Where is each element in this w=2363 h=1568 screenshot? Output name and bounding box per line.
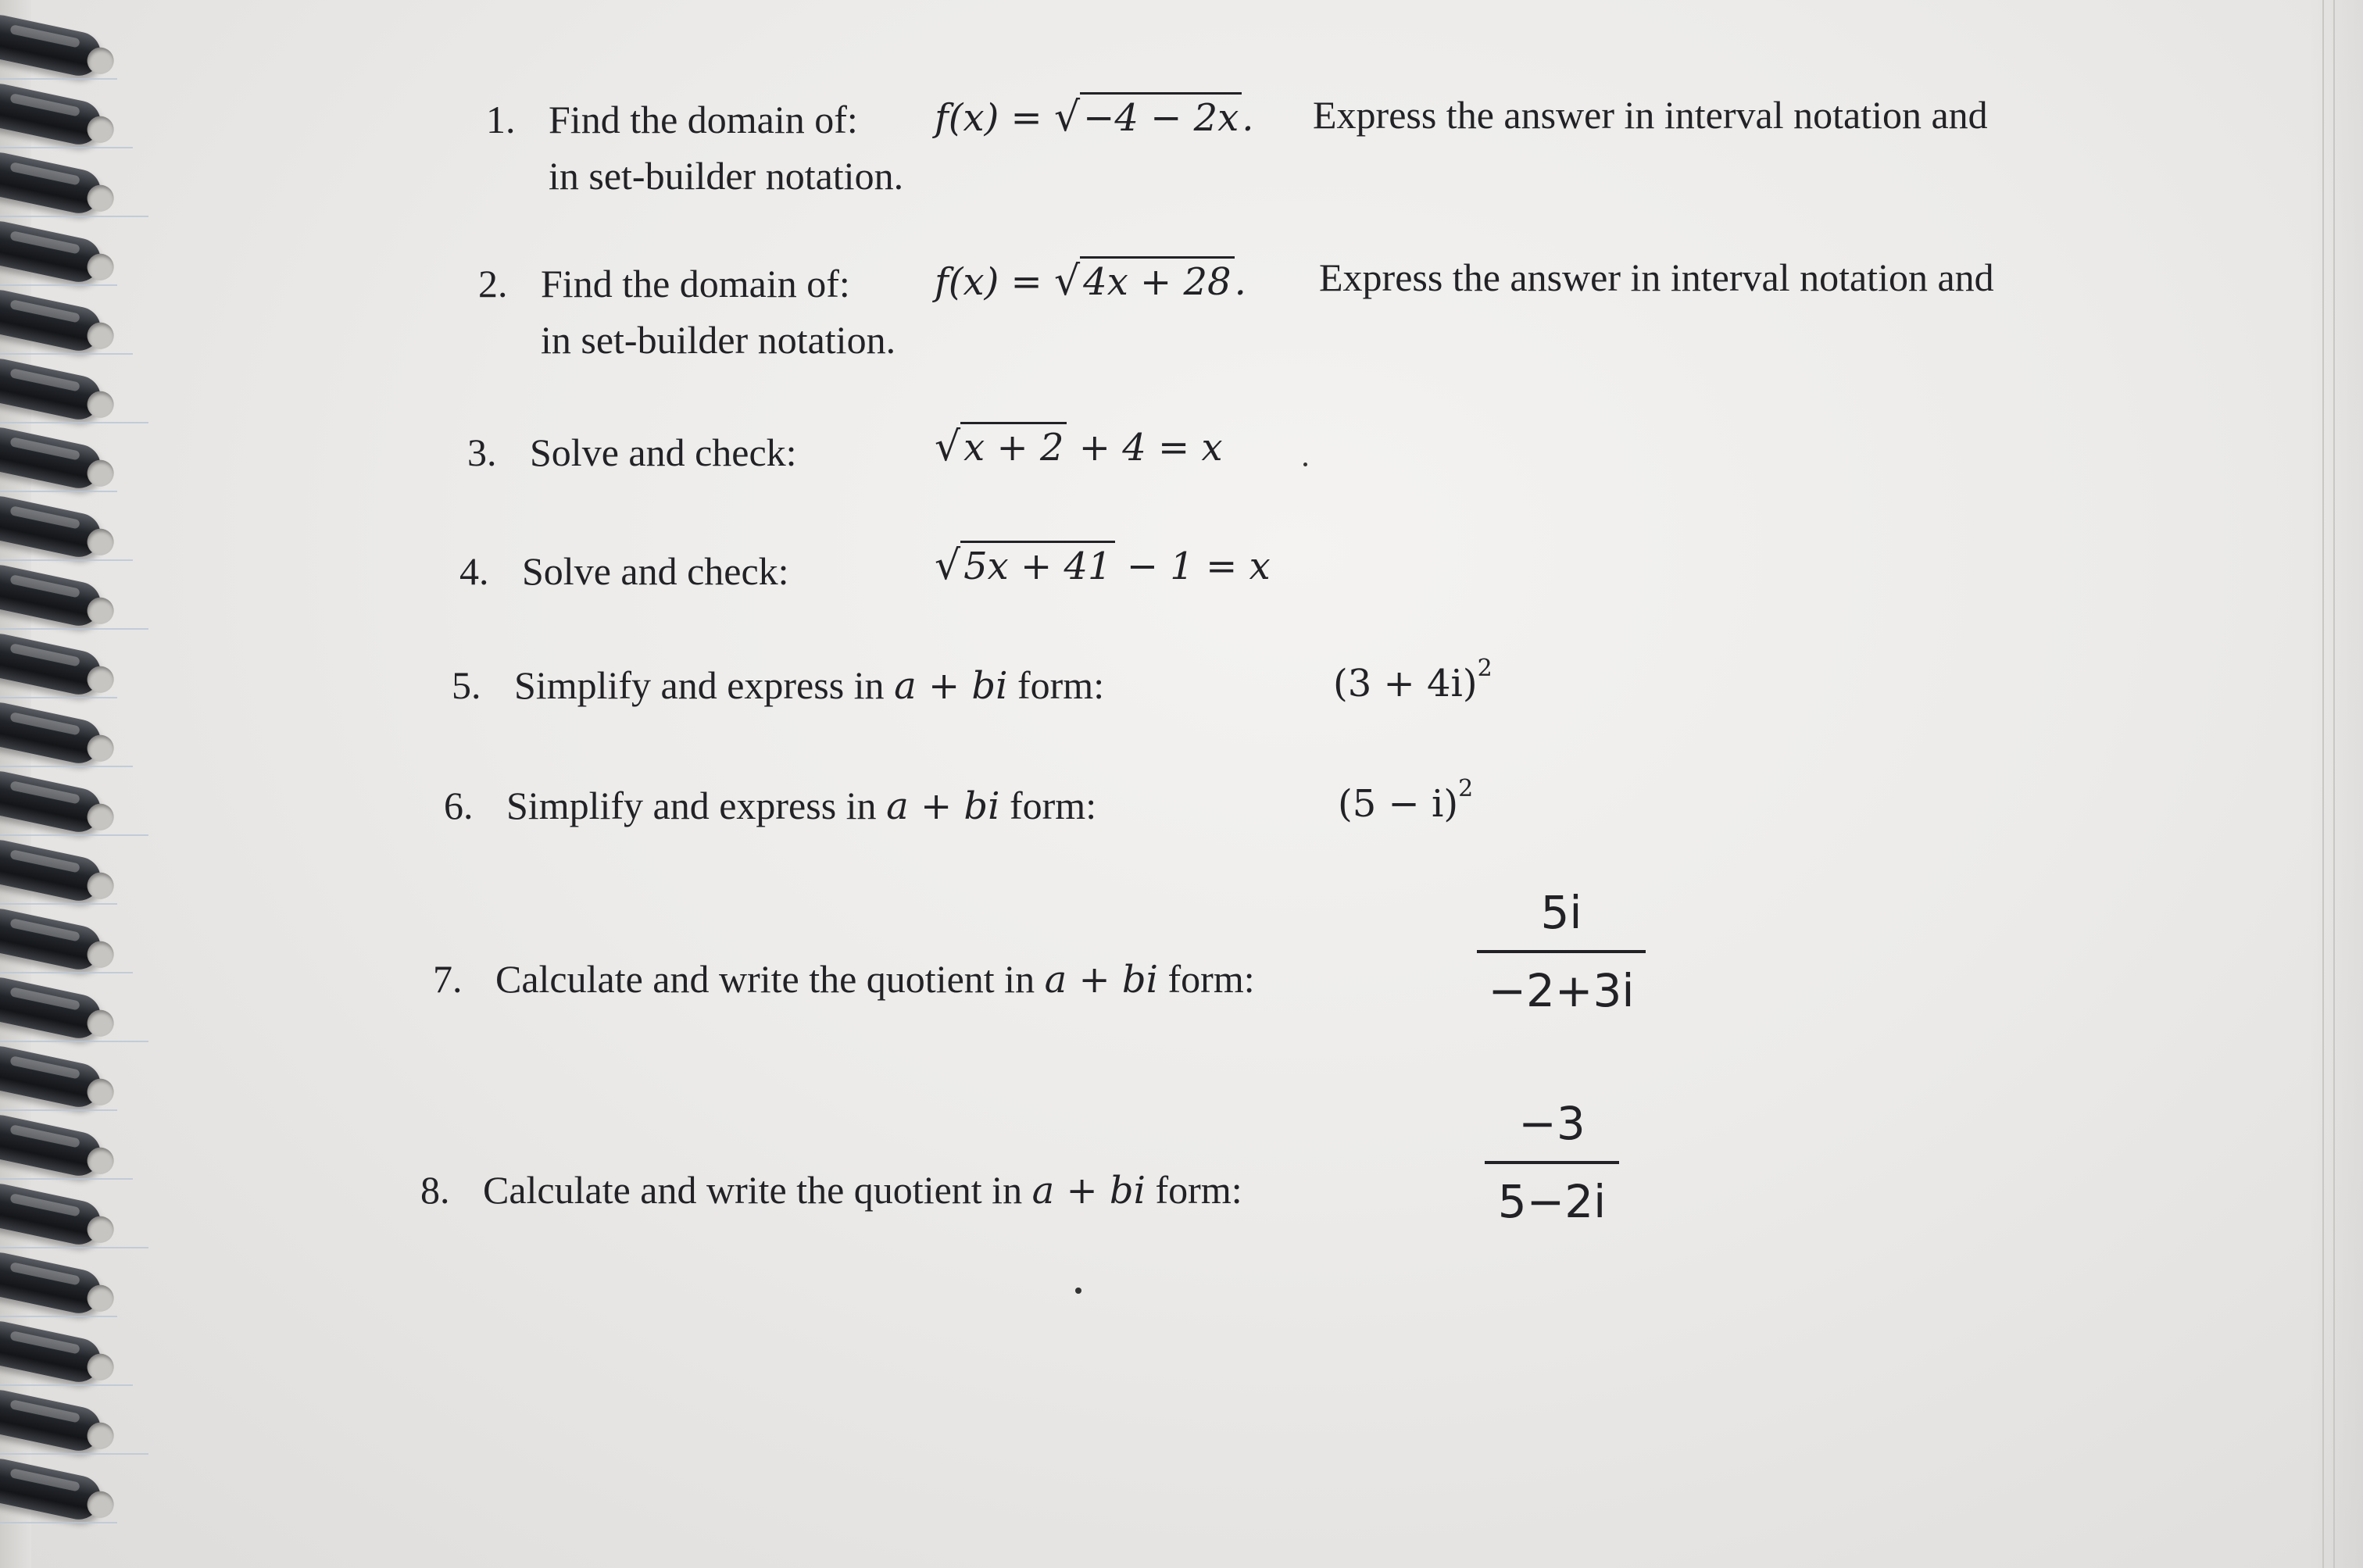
problem-number: 3. [467, 430, 497, 474]
problem-number: 1. [486, 98, 516, 141]
period: . [1242, 96, 1254, 140]
equation-rest: + 4 = x [1067, 426, 1223, 470]
pen-mark [1303, 463, 1307, 466]
radicand: 5x + 41 [960, 541, 1114, 588]
problem-prompt-start: Simplify and express in [506, 784, 887, 827]
problem-prompt-end: form: [1146, 1168, 1242, 1212]
problem-number: 2. [478, 262, 508, 305]
problem-3 [467, 430, 797, 474]
radical-sign-icon: √ [935, 423, 961, 470]
problem-7-fraction [1477, 886, 1646, 1017]
problem-prompt-end: form: [1158, 957, 1255, 1001]
problem-prompt-end: form: [999, 784, 1097, 827]
equation-rest: − 1 = x [1114, 545, 1271, 588]
form-a-plus-bi: a + bi [1044, 958, 1159, 1002]
problem-2 [478, 264, 850, 303]
expression-base: (5 − i) [1338, 782, 1459, 826]
problem-1-function [935, 92, 1254, 141]
square-root [1054, 92, 1242, 141]
problem-1-instruction: Express the answer in interval notation and [1313, 93, 1988, 137]
problem-6-expression [1338, 775, 1473, 826]
problem-number: 6. [444, 784, 474, 827]
expression-exponent: 2 [1458, 775, 1474, 802]
form-a-plus-bi: a + bi [1031, 1169, 1146, 1213]
fraction-numerator: 5i [1540, 886, 1582, 939]
period: . [1234, 260, 1246, 304]
form-a-plus-bi: a + bi [886, 784, 1000, 828]
problem-2-function [935, 256, 1246, 305]
expression-base: (3 + 4i) [1333, 662, 1478, 705]
problem-prompt: Solve and check: [530, 430, 797, 474]
problem-prompt: Find the domain of: [541, 262, 850, 305]
problem-2-continuation: in set-builder notation. [541, 318, 896, 362]
problem-prompt: Find the domain of: [549, 98, 858, 141]
problem-number: 8. [420, 1168, 450, 1212]
radicand: x + 2 [960, 422, 1067, 470]
problem-6 [444, 784, 1097, 828]
radical-sign-icon: √ [935, 542, 961, 589]
function-lhs: f(x) = [935, 96, 1055, 140]
radicand: −4 − 2x [1080, 92, 1242, 140]
problem-5 [452, 663, 1105, 708]
problem-number: 4. [459, 549, 489, 593]
radicand: 4x + 28 [1080, 256, 1234, 304]
problem-prompt-start: Calculate and write the quotient in [495, 957, 1045, 1001]
problem-3-equation [935, 422, 1223, 470]
problem-prompt-start: Calculate and write the quotient in [483, 1168, 1032, 1212]
fraction-numerator: −3 [1518, 1097, 1585, 1150]
pen-mark [1075, 1288, 1081, 1294]
problem-prompt-end: form: [1007, 663, 1105, 707]
problem-prompt: Solve and check: [522, 549, 789, 593]
square-root [1054, 256, 1235, 305]
radical-sign-icon: √ [1054, 94, 1081, 141]
fraction-denominator: 5−2i [1497, 1175, 1607, 1228]
problem-5-expression [1333, 655, 1493, 705]
form-a-plus-bi: a + bi [894, 664, 1008, 708]
problem-2-instruction: Express the answer in interval notation and [1319, 255, 1994, 299]
problem-8-fraction [1485, 1097, 1619, 1228]
fraction-denominator: −2+3i [1488, 964, 1635, 1017]
problem-8 [420, 1168, 1242, 1213]
problem-4 [459, 549, 789, 593]
problem-1-continuation: in set-builder notation. [549, 154, 904, 198]
problem-number: 7. [433, 957, 463, 1001]
problem-prompt-start: Simplify and express in [514, 663, 895, 707]
expression-exponent: 2 [1477, 655, 1493, 682]
radical-sign-icon: √ [1054, 258, 1081, 305]
square-root [935, 422, 1067, 470]
square-root [935, 541, 1115, 589]
problem-number: 5. [452, 663, 481, 707]
problem-7 [433, 957, 1255, 1002]
function-lhs: f(x) = [935, 260, 1055, 304]
problem-1 [486, 100, 858, 139]
problem-4-equation [935, 541, 1271, 589]
